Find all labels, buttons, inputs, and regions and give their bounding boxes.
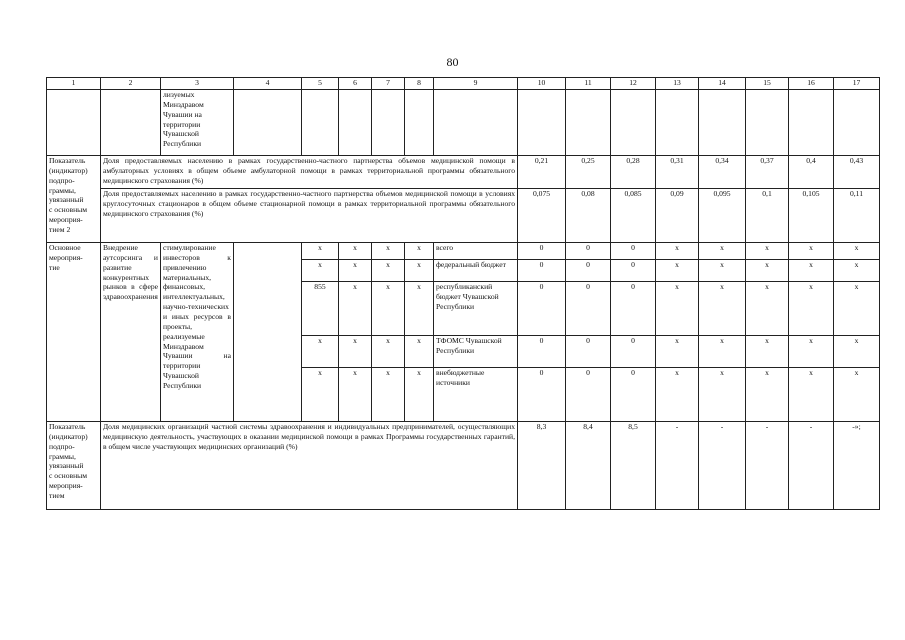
indicator-label: Показатель (индикатор) подпро- граммы, увязанный с основным мероприя- тием 2 [47, 156, 101, 243]
header-cell: 9 [434, 78, 518, 90]
value-cell: 0 [566, 368, 611, 422]
program-table [46, 77, 880, 510]
header-row [47, 78, 880, 90]
value-cell: x [834, 336, 880, 368]
header-cell: 16 [789, 78, 834, 90]
value-cell: 8,5 [611, 422, 656, 510]
code-cell: x [339, 368, 372, 422]
value-cell: 0 [566, 243, 611, 260]
funding-row [47, 243, 880, 260]
header-cell: 8 [405, 78, 434, 90]
value-cell: 0 [566, 260, 611, 282]
code-cell: x [302, 368, 339, 422]
code-cell: x [302, 243, 339, 260]
value-cell: 0 [518, 243, 566, 260]
value-cell: x [656, 336, 699, 368]
value-cell: 0,1 [746, 189, 789, 243]
main-event-name: Внедрение аутсорсинга и развитие конкурентных рынков в сфере здравоохранения [101, 243, 161, 422]
indicator-text: Доля предоставляемых населению в рамках государственно-частного партнерства объемов медицинской помощи в амбулаторных условиях в общем объеме амбулаторной помощи в рамках территориальной программы обязательного медицинского страхования (%) [101, 156, 518, 189]
code-cell: x [302, 260, 339, 282]
header-cell: 15 [746, 78, 789, 90]
header-cell: 1 [47, 78, 101, 90]
value-cell: -»; [834, 422, 880, 510]
value-cell: x [656, 282, 699, 336]
value-cell: 0,28 [611, 156, 656, 189]
value-cell: 0,31 [656, 156, 699, 189]
code-cell: x [339, 260, 372, 282]
value-cell: - [789, 422, 834, 510]
funding-source: федеральный бюджет [434, 260, 518, 282]
value-cell: x [656, 243, 699, 260]
value-cell: 0 [566, 336, 611, 368]
value-cell: 0,075 [518, 189, 566, 243]
value-cell: 0 [611, 243, 656, 260]
value-cell: 0,11 [834, 189, 880, 243]
value-cell: x [699, 243, 746, 260]
header-cell: 7 [372, 78, 405, 90]
code-cell: x [405, 282, 434, 336]
value-cell: x [789, 282, 834, 336]
header-cell: 6 [339, 78, 372, 90]
value-cell: x [699, 368, 746, 422]
value-cell: x [699, 336, 746, 368]
indicator-row [47, 422, 880, 510]
value-cell: x [834, 282, 880, 336]
value-cell: x [656, 260, 699, 282]
value-cell: x [746, 336, 789, 368]
value-cell: x [746, 282, 789, 336]
indicator-text: Доля медицинских организаций частной системы здравоохранения и индивидуальных предпринимателей, осуществляющих медицинскую деятельность, участвующих в оказании медицинской помощи в рамках Программы государственных гарантий, в общем числе участвующих медицинских организаций (%) [101, 422, 518, 510]
header-cell: 17 [834, 78, 880, 90]
value-cell: 0,105 [789, 189, 834, 243]
indicator-row [47, 156, 880, 189]
main-event-description: стимулирование инвесторов к привлечению материальных, финансовых, интеллектуальных, научно-технических и иных ресурсов в проекты, реализуемые Минздравом Чувашии на территории Чувашской Республики [161, 243, 234, 422]
value-cell: x [746, 260, 789, 282]
value-cell: 0 [611, 368, 656, 422]
header-cell: 4 [234, 78, 302, 90]
code-cell: x [372, 368, 405, 422]
main-event-label: Основное мероприя- тие [47, 243, 101, 422]
header-cell: 3 [161, 78, 234, 90]
value-cell: 0 [611, 260, 656, 282]
value-cell: 0,09 [656, 189, 699, 243]
value-cell: 0,095 [699, 189, 746, 243]
code-cell: x [339, 336, 372, 368]
funding-source: всего [434, 243, 518, 260]
funding-source: ТФОМС Чувашской Республики [434, 336, 518, 368]
value-cell: - [746, 422, 789, 510]
value-cell: x [834, 260, 880, 282]
value-cell: 0,43 [834, 156, 880, 189]
header-cell: 10 [518, 78, 566, 90]
code-cell: x [372, 243, 405, 260]
value-cell: x [699, 282, 746, 336]
value-cell: 8,4 [566, 422, 611, 510]
value-cell: x [834, 243, 880, 260]
value-cell: 8,3 [518, 422, 566, 510]
value-cell: x [656, 368, 699, 422]
code-cell: x [405, 260, 434, 282]
value-cell: x [789, 336, 834, 368]
carry-over-text: лизуемых Минздравом Чувашии на территории Чувашской Республики [161, 90, 234, 156]
header-cell: 14 [699, 78, 746, 90]
value-cell: 0,34 [699, 156, 746, 189]
value-cell: 0,08 [566, 189, 611, 243]
responsible-cell [234, 243, 302, 422]
code-cell: x [339, 243, 372, 260]
value-cell: - [699, 422, 746, 510]
header-cell: 5 [302, 78, 339, 90]
code-cell: x [372, 336, 405, 368]
value-cell: x [834, 368, 880, 422]
code-cell: 855 [302, 282, 339, 336]
code-cell: x [372, 282, 405, 336]
code-cell: x [405, 368, 434, 422]
value-cell: 0,37 [746, 156, 789, 189]
value-cell: 0 [518, 260, 566, 282]
indicator-row [47, 189, 880, 243]
value-cell: x [789, 243, 834, 260]
value-cell: x [746, 368, 789, 422]
code-cell: x [405, 243, 434, 260]
code-cell: x [372, 260, 405, 282]
value-cell: 0,21 [518, 156, 566, 189]
indicator-text: Доля предоставляемых населению в рамках государственно-частного партнерства объемов медицинской помощи в условиях круглосуточных стационаров в общем объеме стационарной помощи в рамках территориальной программы обязательного медицинского страхования (%) [101, 189, 518, 243]
value-cell: - [656, 422, 699, 510]
value-cell: x [789, 368, 834, 422]
code-cell: x [405, 336, 434, 368]
value-cell: x [789, 260, 834, 282]
indicator-label: Показатель (индикатор) подпро- граммы, увязанный с основным мероприя- тием [47, 422, 101, 510]
value-cell: 0,25 [566, 156, 611, 189]
carry-over-row [47, 90, 880, 156]
header-cell: 11 [566, 78, 611, 90]
value-cell: 0 [518, 282, 566, 336]
value-cell: 0,4 [789, 156, 834, 189]
value-cell: 0,085 [611, 189, 656, 243]
value-cell: 0 [566, 282, 611, 336]
value-cell: x [746, 243, 789, 260]
value-cell: 0 [611, 282, 656, 336]
header-cell: 2 [101, 78, 161, 90]
value-cell: x [699, 260, 746, 282]
value-cell: 0 [518, 336, 566, 368]
page-number: 80 [446, 55, 459, 69]
value-cell: 0 [518, 368, 566, 422]
funding-source: республиканский бюджет Чувашской Республики [434, 282, 518, 336]
value-cell: 0 [611, 336, 656, 368]
code-cell: x [339, 282, 372, 336]
code-cell: x [302, 336, 339, 368]
header-cell: 12 [611, 78, 656, 90]
funding-source: внебюджетные источники [434, 368, 518, 422]
header-cell: 13 [656, 78, 699, 90]
